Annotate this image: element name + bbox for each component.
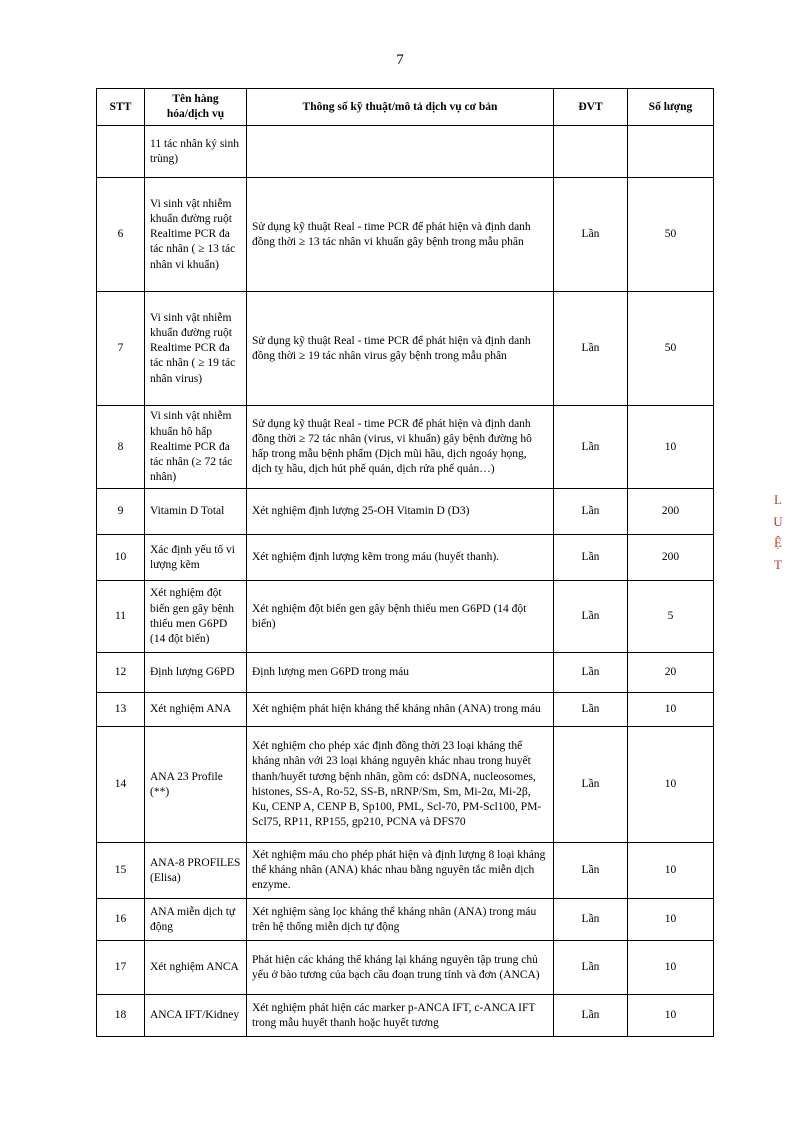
cell-name: Xét nghiệm đột biến gen gây bệnh thiếu men G6PD (14 đột biến)	[145, 581, 247, 653]
cell-unit	[554, 126, 628, 178]
cell-quantity: 50	[628, 292, 714, 406]
services-table-container	[96, 88, 713, 1037]
cell-stt	[97, 126, 145, 178]
column-header-quantity: Số lượng	[628, 89, 714, 126]
cell-unit: Lần	[554, 178, 628, 292]
table-header-row	[97, 89, 714, 126]
cell-name: ANCA IFT/Kidney	[145, 995, 247, 1037]
cell-description: Xét nghiệm phát hiện kháng thể kháng nhân (ANA) trong máu	[247, 693, 554, 727]
table-row	[97, 581, 714, 653]
side-stamp-char: L	[774, 492, 782, 507]
cell-stt: 14	[97, 727, 145, 843]
cell-quantity: 10	[628, 727, 714, 843]
cell-stt: 7	[97, 292, 145, 406]
column-header-name: Tên hàng hóa/dịch vụ	[145, 89, 247, 126]
cell-name: Vi sinh vật nhiễm khuẩn hô hấp Realtime PCR đa tác nhân (≥ 72 tác nhân)	[145, 406, 247, 489]
cell-quantity: 10	[628, 693, 714, 727]
cell-stt: 16	[97, 899, 145, 941]
side-stamp-text	[770, 490, 786, 576]
cell-description: Sử dụng kỹ thuật Real - time PCR để phát hiện và định danh đồng thời ≥ 72 tác nhân (virus, vi khuẩn) gây bệnh đường hô hấp trong mẫu bệnh phẩm (Dịch mũi hầu, dịch ngoáy họng, dịch tỵ hầu, dịch hút phế quản, dịch rửa phế quản…)	[247, 406, 554, 489]
table-row	[97, 292, 714, 406]
cell-description: Sử dụng kỹ thuật Real - time PCR để phát hiện và định danh đồng thời ≥ 19 tác nhân virus gây bệnh trong mẫu phân	[247, 292, 554, 406]
cell-stt: 12	[97, 653, 145, 693]
table-header	[97, 89, 714, 126]
cell-name: Vi sinh vật nhiễm khuẩn đường ruột Realtime PCR đa tác nhân ( ≥ 13 tác nhân vi khuẩn)	[145, 178, 247, 292]
cell-name: 11 tác nhân ký sinh trùng)	[145, 126, 247, 178]
cell-name: Xét nghiệm ANA	[145, 693, 247, 727]
cell-quantity: 200	[628, 535, 714, 581]
table-row	[97, 126, 714, 178]
cell-stt: 13	[97, 693, 145, 727]
cell-quantity: 50	[628, 178, 714, 292]
side-stamp-char: Ệ	[774, 535, 782, 550]
cell-name: Xét nghiệm ANCA	[145, 941, 247, 995]
cell-quantity: 10	[628, 843, 714, 899]
cell-stt: 10	[97, 535, 145, 581]
cell-unit: Lần	[554, 995, 628, 1037]
cell-description: Xét nghiệm cho phép xác định đồng thời 23 loại kháng thể kháng nhân với 23 loại kháng nguyên khác nhau trong huyết thanh/huyết tương bệnh nhân, gồm có: dsDNA, nucleosomes, histones, SS-A, Ro-52, SS-B, nRNP/Sm, Sm, Mi-2α, Mi-2β, Ku, CENP A, CENP B, Sp100, PML, Scl-70, PM-Scl100, PM-Scl75, RP11, RP155, gp210, PCNA và DFS70	[247, 727, 554, 843]
table-row	[97, 727, 714, 843]
cell-quantity: 10	[628, 941, 714, 995]
cell-quantity: 10	[628, 995, 714, 1037]
cell-unit: Lần	[554, 727, 628, 843]
cell-stt: 17	[97, 941, 145, 995]
cell-stt: 9	[97, 489, 145, 535]
table-body	[97, 126, 714, 1037]
side-stamp-char: U	[773, 513, 783, 529]
table-row	[97, 489, 714, 535]
column-header-description: Thông số kỹ thuật/mô tả dịch vụ cơ bản	[247, 89, 554, 126]
cell-unit: Lần	[554, 693, 628, 727]
cell-name: Vi sinh vật nhiễm khuẩn đường ruột Realtime PCR đa tác nhân ( ≥ 19 tác nhân virus)	[145, 292, 247, 406]
table-row	[97, 941, 714, 995]
side-stamp-char: T	[774, 556, 782, 572]
cell-unit: Lần	[554, 535, 628, 581]
cell-description: Phát hiện các kháng thể kháng lại kháng nguyên tập trung chủ yếu ở bào tương của bạch cầu đoạn trung tính và đơn (ANCA)	[247, 941, 554, 995]
cell-name: ANA-8 PROFILES (Elisa)	[145, 843, 247, 899]
cell-stt: 6	[97, 178, 145, 292]
cell-stt: 8	[97, 406, 145, 489]
cell-description: Xét nghiệm phát hiện các marker p-ANCA IFT, c-ANCA IFT trong mẫu huyết thanh hoặc huyết tương	[247, 995, 554, 1037]
table-row	[97, 899, 714, 941]
cell-description: Xét nghiệm định lượng kẽm trong máu (huyết thanh).	[247, 535, 554, 581]
cell-name: Vitamin D Total	[145, 489, 247, 535]
cell-description: Xét nghiệm đột biến gen gây bệnh thiếu men G6PD (14 đột biến)	[247, 581, 554, 653]
cell-unit: Lần	[554, 406, 628, 489]
cell-description: Định lượng men G6PD trong máu	[247, 653, 554, 693]
cell-stt: 11	[97, 581, 145, 653]
cell-name: Xác định yếu tố vi lượng kẽm	[145, 535, 247, 581]
cell-quantity: 10	[628, 406, 714, 489]
cell-description: Xét nghiệm sàng lọc kháng thể kháng nhân (ANA) trong máu trên hệ thống miễn dịch tự động	[247, 899, 554, 941]
column-header-stt: STT	[97, 89, 145, 126]
cell-unit: Lần	[554, 581, 628, 653]
column-header-unit: ĐVT	[554, 89, 628, 126]
table-row	[97, 693, 714, 727]
cell-description: Xét nghiệm máu cho phép phát hiện và định lượng 8 loại kháng thể kháng nhân (ANA) khác nhau bằng nguyên tắc miễn dịch enzyme.	[247, 843, 554, 899]
cell-stt: 18	[97, 995, 145, 1037]
cell-unit: Lần	[554, 941, 628, 995]
cell-quantity: 20	[628, 653, 714, 693]
services-table	[96, 88, 714, 1037]
cell-quantity: 5	[628, 581, 714, 653]
table-row	[97, 406, 714, 489]
cell-name: ANA miễn dịch tự động	[145, 899, 247, 941]
cell-quantity: 200	[628, 489, 714, 535]
cell-unit: Lần	[554, 653, 628, 693]
page-number: 7	[396, 52, 404, 68]
cell-quantity: 10	[628, 899, 714, 941]
table-row	[97, 843, 714, 899]
table-row	[97, 178, 714, 292]
cell-unit: Lần	[554, 292, 628, 406]
cell-name: Định lượng G6PD	[145, 653, 247, 693]
cell-unit: Lần	[554, 899, 628, 941]
cell-unit: Lần	[554, 843, 628, 899]
cell-quantity	[628, 126, 714, 178]
table-row	[97, 653, 714, 693]
cell-description: Xét nghiệm định lượng 25-OH Vitamin D (D3)	[247, 489, 554, 535]
table-row	[97, 535, 714, 581]
cell-unit: Lần	[554, 489, 628, 535]
cell-name: ANA 23 Profile (**)	[145, 727, 247, 843]
table-row	[97, 995, 714, 1037]
cell-description: Sử dụng kỹ thuật Real - time PCR để phát hiện và định danh đồng thời ≥ 13 tác nhân vi khuẩn gây bệnh trong mẫu phân	[247, 178, 554, 292]
cell-description	[247, 126, 554, 178]
cell-stt: 15	[97, 843, 145, 899]
